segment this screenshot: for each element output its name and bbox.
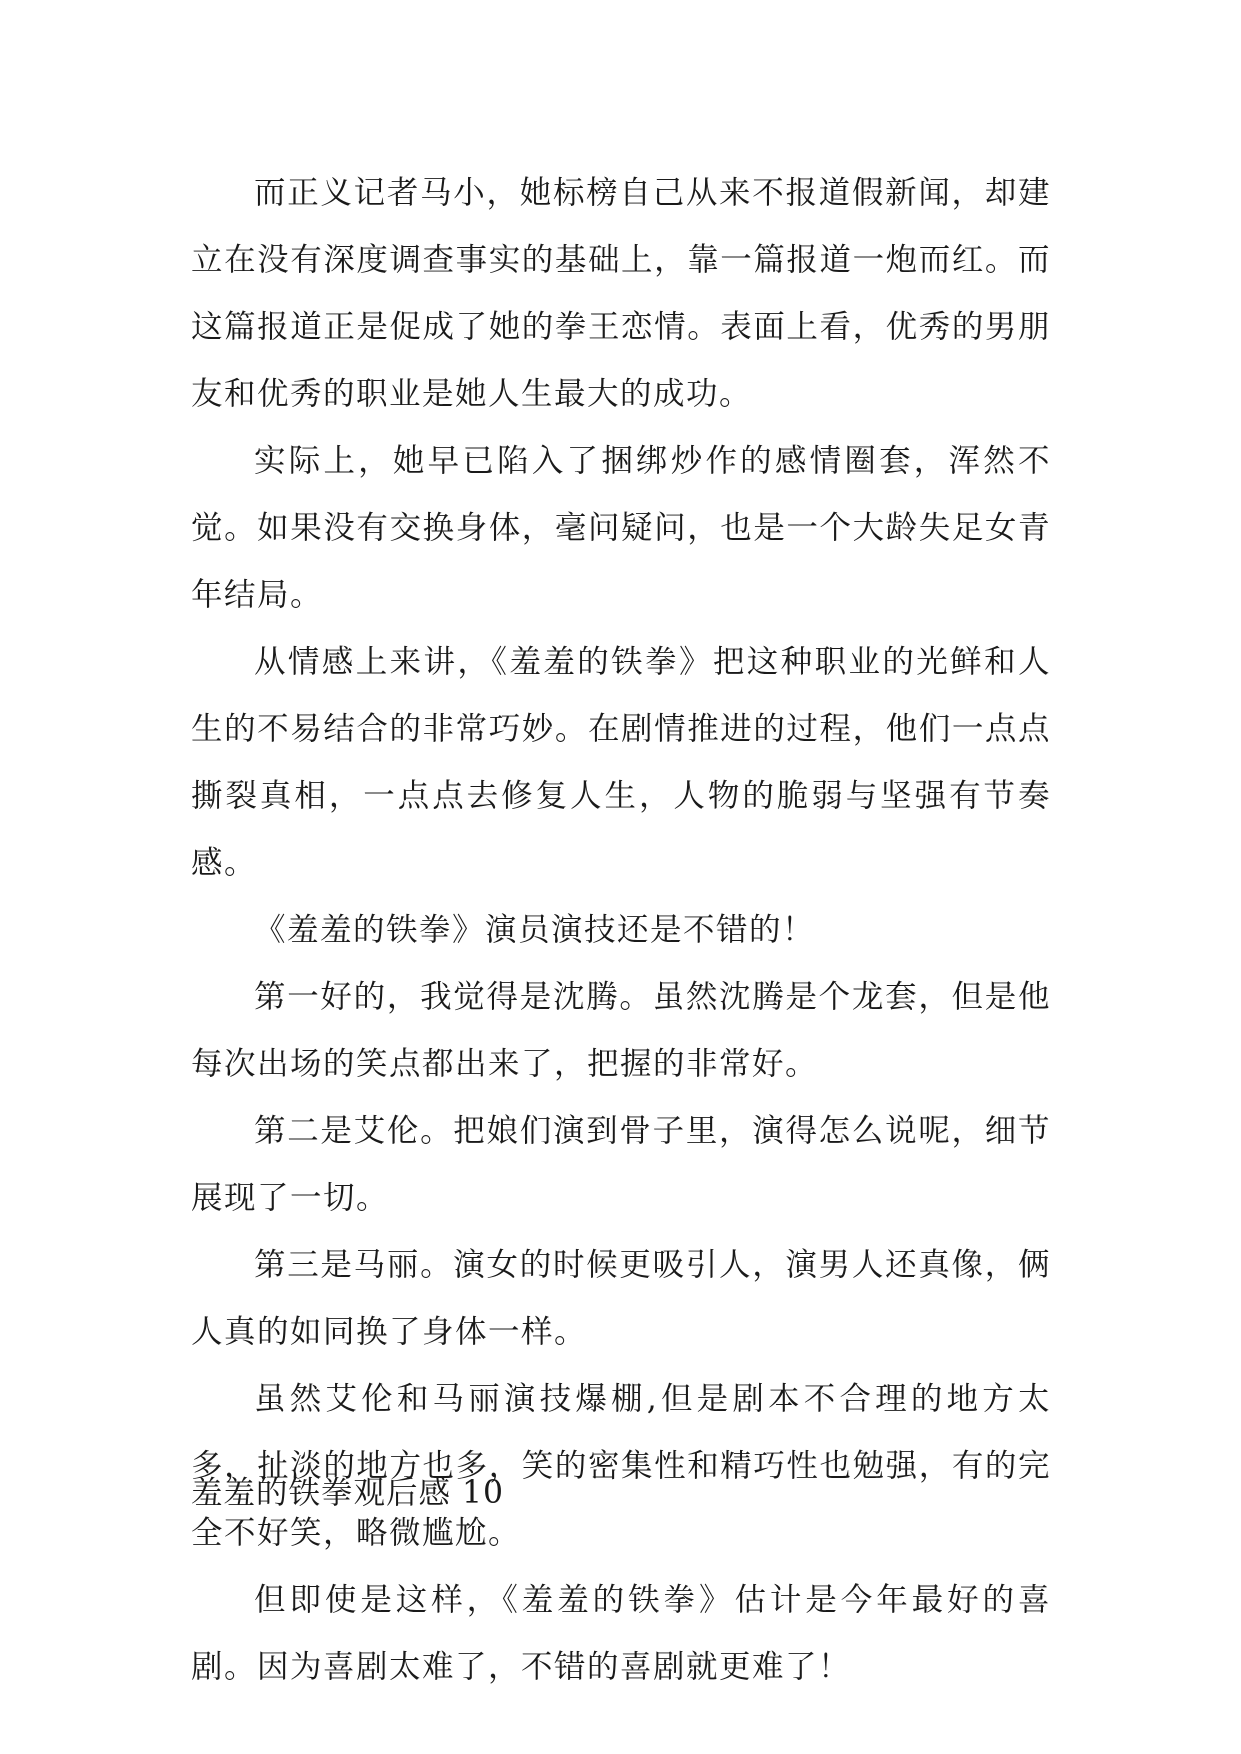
paragraph-second-actor: 第二是艾伦。把娘们演到骨子里，演得怎么说呢，细节展现了一切。 [191,1113,1051,1216]
paragraph-trap: 实际上，她早已陷入了捆绑炒作的感情圈套，浑然不觉。如果没有交换身体，毫问疑问，也是一个大龄失足女青年结局。 [191,443,1051,613]
paragraph-emotion: 从情感上来讲，《羞羞的铁拳》把这种职业的光鲜和人生的不易结合的非常巧妙。在剧情推进的过程，他们一点点撕裂真相，一点点去修复人生，人物的脆弱与坚强有节奏感。 [191,644,1051,881]
paragraph-third-actor: 第三是马丽。演女的时候更吸引人，演男人还真像，俩人真的如同换了身体一样。 [191,1247,1051,1350]
paragraph-first-actor: 第一好的，我觉得是沈腾。虽然沈腾是个龙套，但是他每次出场的笑点都出来了，把握的非常好。 [191,979,1051,1082]
paragraph-reporter: 而正义记者马小，她标榜自己从来不报道假新闻，却建立在没有深度调查事实的基础上，靠一篇报道一炮而红。而这篇报道正是促成了她的拳王恋情。表面上看，优秀的男朋友和优秀的职业是她人生最大的成功。 [191,175,1051,412]
paragraph-script-critique: 虽然艾伦和马丽演技爆棚,但是剧本不合理的地方太多，扯淡的地方也多，笑的密集性和精巧性也勉强，有的完全不好笑，略微尴尬。 [191,1381,1051,1551]
paragraph-conclusion: 但即使是这样，《羞羞的铁拳》估计是今年最好的喜剧。因为喜剧太难了，不错的喜剧就更难了！ [191,1582,1051,1685]
section-heading: 羞羞的铁拳观后感 10 [191,1475,505,1511]
paragraph-acting: 《羞羞的铁拳》演员演技还是不错的！ [254,912,816,948]
